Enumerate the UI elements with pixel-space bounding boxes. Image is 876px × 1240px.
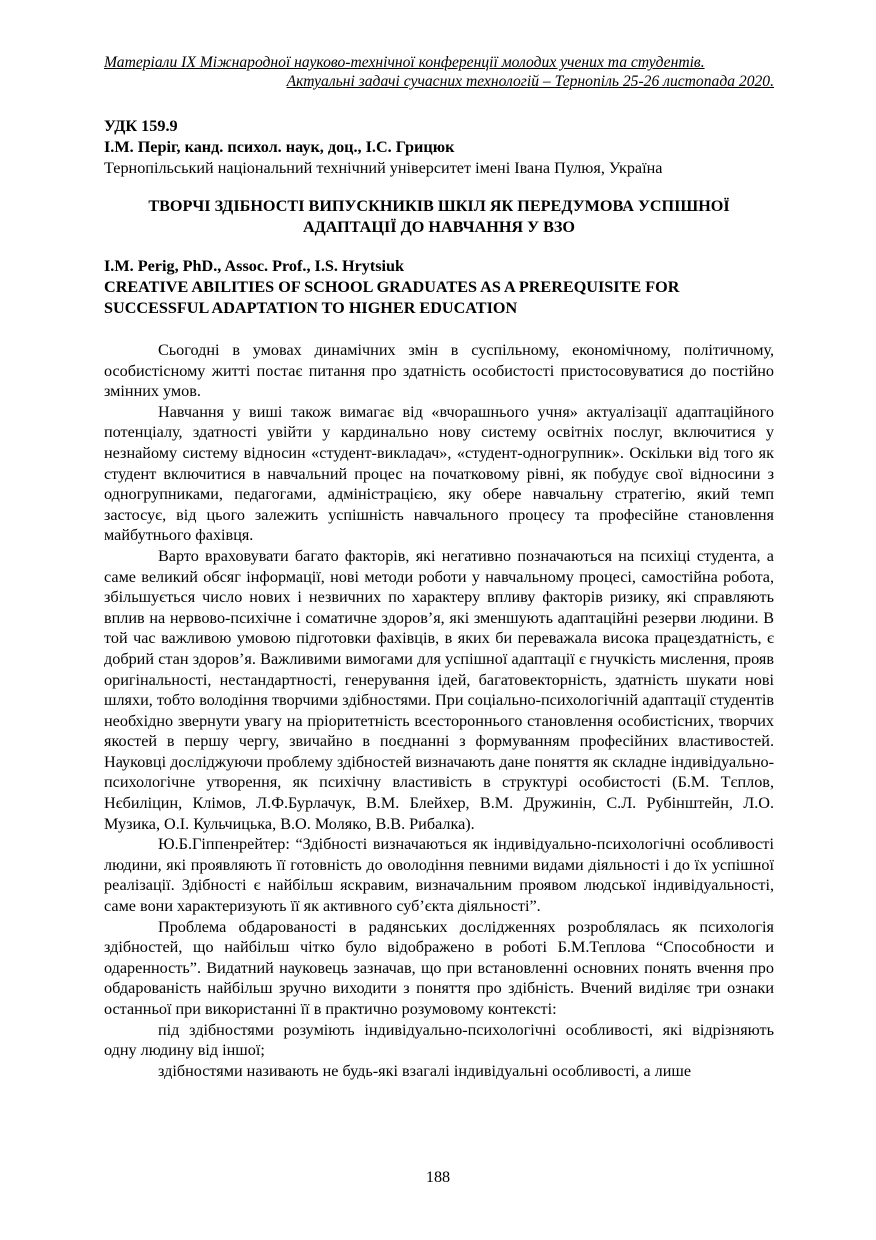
title-ua-line-1: ТВОРЧІ ЗДІБНОСТІ ВИПУСКНИКІВ ШКІЛ ЯК ПЕРЕДУМОВА УСПІШНОЇ — [148, 197, 730, 215]
english-block — [104, 256, 774, 319]
affiliation: Тернопільський національний технічний університет імені Івана Пулюя, Україна — [104, 159, 663, 177]
article-meta — [104, 116, 774, 179]
authors-ua: І.М. Періг, канд. психол. наук, доц., І.С. Грицюк — [104, 138, 455, 156]
paragraph: Варто враховувати багато факторів, які негативно позначаються на психіці студента, а саме великий обсяг інформації, нові методи роботи у навчальному процесі, самостійна робота, збільшується число нових і незвичних по характеру впливу факторів ризику, які справляють вплив на нервово-психічне і соматичне здоров’я, які зменшують адаптаційні резерви людини. В той час важливою умовою підготовки фахівців, в яких би переважала висока працездатність, є добрий стан здоров’я. Важливими вимогами для успішної адаптації є гнучкість мислення, прояв оригінальності, нестандартності, генерування ідей, багатовекторність, здатність шукати нові шляхи, тобто володіння творчими здібностями. При соціально-психологічній адаптації студентів необхідно звернути увагу на пріоритетність всестороннього становлення особистісних, творчих якостей в першу чергу, звичайно в поєднанні з формуванням професійних властивостей. Науковці досліджуючи проблему здібностей визначають дане поняття як складне індивідуально-психологічне утворення, як психічну властивість в структурі особистості (Б.М. Тєплов, Нєбиліцин, Клімов, Л.Ф.Бурлачук, В.М. Блейхер, В.М. Дружинін, С.Л. Рубінштейн, Л.О. Музика, О.І. Кульчицька, В.О. Моляко, В.В. Рибалка). — [104, 546, 774, 833]
conference-header — [104, 53, 774, 91]
page-number: 188 — [425, 1168, 451, 1186]
authors-en: I.M. Perig, PhD., Assoc. Prof., I.S. Hrytsiuk — [104, 257, 405, 275]
article-body — [104, 340, 774, 1081]
title-en-line-1: CREATIVE ABILITIES OF SCHOOL GRADUATES AS A PREREQUISITE FOR — [104, 278, 680, 296]
header-line-1: Матеріали IX Міжнародної науково-технічної конференції молодих учених та студентів. — [104, 54, 705, 71]
paragraph: під здібностями розуміють індивідуально-психологічні особливості, які відрізняють одну людину від іншої; — [104, 1020, 774, 1060]
paragraph: здібностями називають не будь-які взагалі індивідуальні особливості, а лише — [158, 1061, 692, 1080]
paragraph: Навчання у виші також вимагає від «вчорашнього учня» актуалізації адаптаційного потенціалу, здатності увійти у кардинально нову систему освітніх послуг, включитися у незнайому систему відносин «студент-викладач», «студент-одногрупник». Оскільки від того як студент включитися в навчальний процес на початковому рівні, як побудує свої відносини з одногрупниками, педагогами, адміністрацією, яку обере навчальну стратегію, який темп застосує, від цього залежить успішність навчального процесу та професійне становлення майбутнього фахівця. — [104, 402, 774, 545]
header-line-2: Актуальні задачі сучасних технологій – Тернопіль 25-26 листопада 2020. — [286, 73, 774, 90]
title-en-line-2: SUCCESSFUL ADAPTATION TO HIGHER EDUCATION — [104, 299, 518, 317]
title-ua-line-2: АДАПТАЦІЇ ДО НАВЧАННЯ У ВЗО — [302, 218, 576, 236]
paragraph: Проблема обдарованості в радянських дослідженнях розроблялась як психологія здібностей, що найбільш чітко було відображено в роботі Б.М.Теплова “Способности и одаренность”. Видатний науковець зазначав, що при встановленні основних понять вчення про обдарованість найбільш зручно виходити з поняття про здібність. Вчений виділяє три ознаки останньої при використанні її в практично розумовому контексті: — [104, 917, 774, 1018]
paragraph: Ю.Б.Гіппенрейтер: “Здібності визначаються як індивідуально-психологічні особливості людини, які проявляють її готовність до оволодіння певними видами діяльності і до їх успішної реалізації. Здібності є найбільш яскравим, визначальним проявом людської індивідуальності, саме вони характеризують її як активного суб’єкта діяльності”. — [104, 835, 774, 916]
article-title-ua — [104, 196, 774, 238]
paragraph: Сьогодні в умовах динамічних змін в суспільному, економічному, політичному, особистісному житті постає питання про здатність особистості пристосовуватися до постійно змінних умов. — [104, 341, 774, 401]
udk-code: УДК 159.9 — [104, 117, 178, 135]
